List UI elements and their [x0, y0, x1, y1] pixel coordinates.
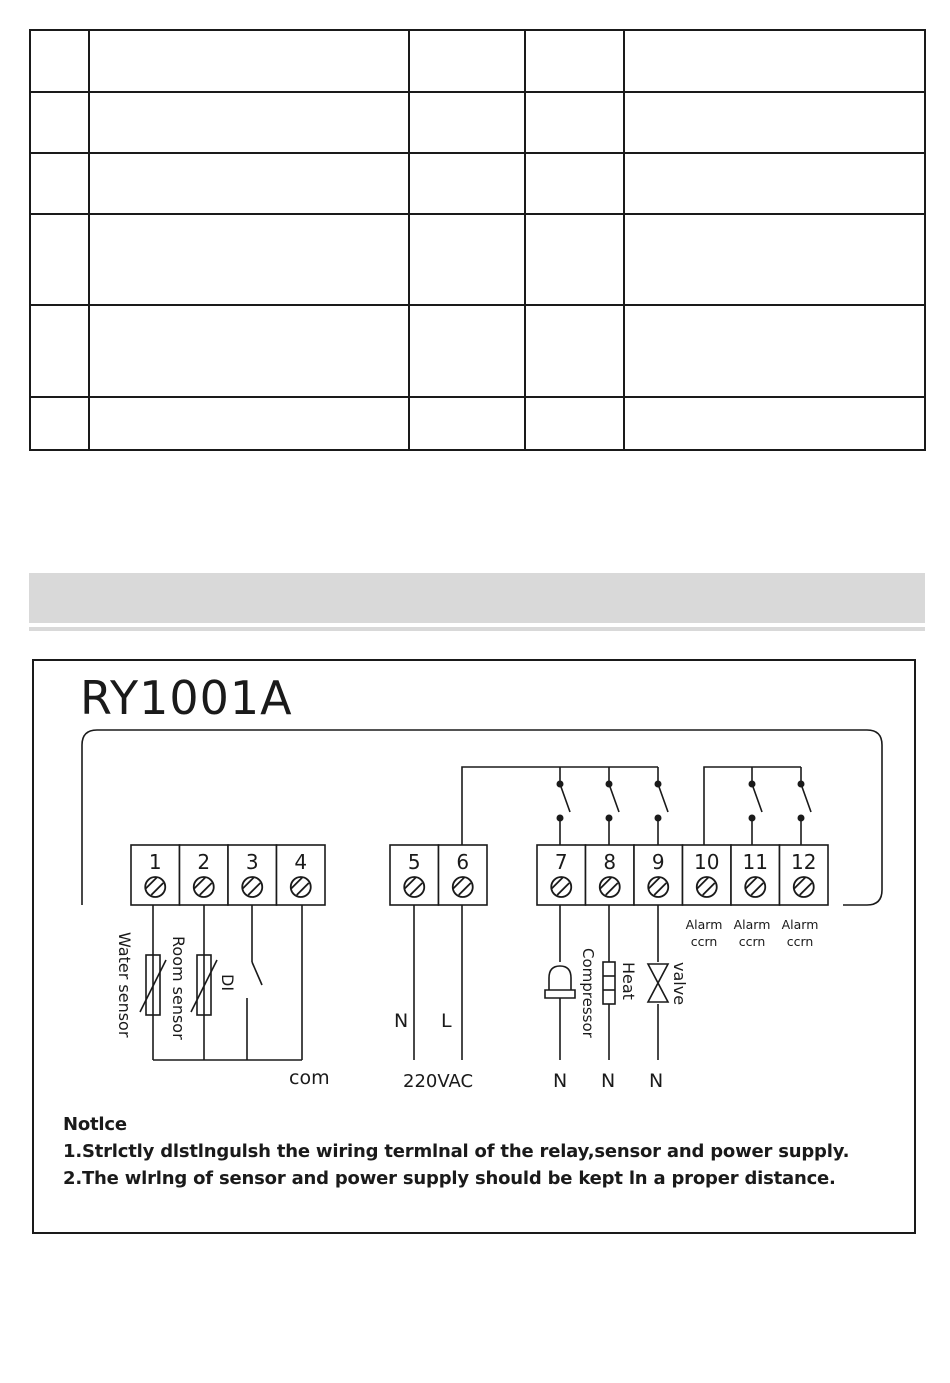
line-label: L — [441, 1010, 452, 1032]
model-title: RY1001A — [80, 671, 293, 725]
heat-label: Heat — [619, 962, 638, 1000]
alarm-label-11: Alarm — [733, 917, 771, 932]
terminal-number-5: 5 — [407, 850, 421, 874]
di-label: DI — [218, 974, 237, 992]
notice-title: Notlce — [63, 1114, 127, 1135]
terminal-number-8: 8 — [603, 850, 617, 874]
water-sensor-label: Water sensor — [115, 932, 134, 1038]
notice-line-1: 1.Strlctly dlstlngulsh the wiring termlnal of the relay,sensor and power supply. — [63, 1141, 850, 1162]
load-neutral-label-9: N — [649, 1070, 664, 1092]
terminal-number-12: 12 — [791, 850, 817, 874]
terminal-blocks — [131, 845, 828, 905]
terminal-number-9: 9 — [651, 850, 665, 874]
terminal-number-6: 6 — [456, 850, 470, 874]
valve-label: valve — [670, 962, 689, 1006]
room-sensor-label: Room sensor — [169, 936, 188, 1040]
notice-line-2: 2.The wlrlng of sensor and power supply should be kept ln a proper distance. — [63, 1168, 836, 1189]
load-neutral-label-8: N — [601, 1070, 616, 1092]
alarm-sub-label-11: ccrn — [738, 934, 766, 949]
com-label: com — [289, 1067, 330, 1089]
alarm-sub-label-10: ccrn — [690, 934, 718, 949]
load-neutral-label-7: N — [553, 1070, 568, 1092]
di-switch-blade — [252, 962, 262, 985]
terminal-number-3: 3 — [245, 850, 259, 874]
supply-voltage-label: 220VAC — [403, 1071, 474, 1092]
heater-symbol — [603, 962, 615, 1004]
alarm-label-12: Alarm — [781, 917, 819, 932]
alarm-sub-label-12: ccrn — [786, 934, 814, 949]
terminal-number-4: 4 — [294, 850, 308, 874]
compressor-label: Compressor — [579, 948, 597, 1038]
terminal-number-7: 7 — [554, 850, 568, 874]
contact-dots — [557, 781, 805, 822]
alarm-label-10: Alarm — [685, 917, 723, 932]
terminal-number-2: 2 — [197, 850, 211, 874]
terminal-number-10: 10 — [694, 850, 720, 874]
compressor-symbol — [545, 966, 575, 998]
neutral-label: N — [394, 1010, 409, 1032]
terminal-number-1: 1 — [148, 850, 162, 874]
terminal-number-11: 11 — [742, 850, 768, 874]
valve-symbol — [648, 964, 668, 1002]
